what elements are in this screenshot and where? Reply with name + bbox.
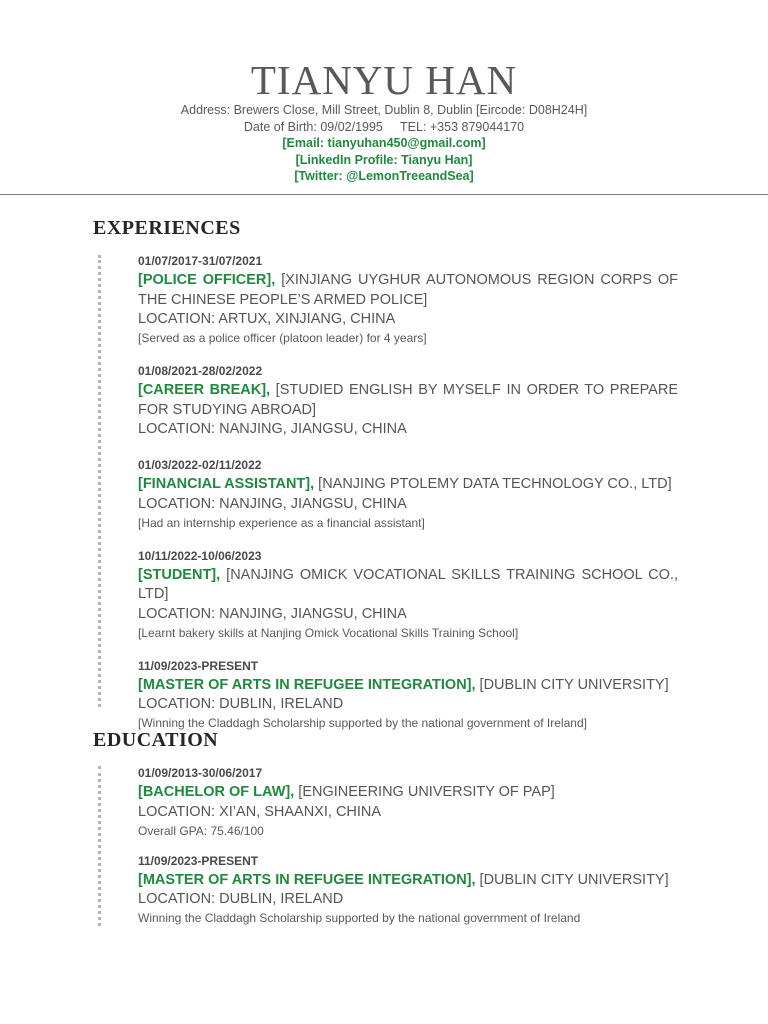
education-timeline-line xyxy=(98,766,101,926)
entry-date: 11/09/2023-PRESENT xyxy=(138,853,259,868)
experience-entry xyxy=(138,548,678,642)
entry-role: [MASTER OF ARTS IN REFUGEE INTEGRATION], xyxy=(138,676,476,693)
entry-date: 10/11/2022-10/06/2023 xyxy=(138,548,262,563)
entry-role: [STUDENT], xyxy=(138,566,221,583)
entry-organization: [DUBLIN CITY UNIVERSITY] xyxy=(475,676,669,693)
experience-entry xyxy=(138,253,678,347)
experience-entry xyxy=(138,658,678,733)
entry-date: 01/07/2017-31/07/2021 xyxy=(138,254,263,268)
education-entry xyxy=(138,853,678,928)
linkedin-link[interactable]: [LinkedIn Profile: Tianyu Han] xyxy=(295,152,473,167)
entry-degree: [BACHELOR OF LAW], xyxy=(138,784,295,800)
entry-organization: [STUDIED ENGLISH BY MYSELF IN ORDER TO PREPARE FOR STUDYING ABROAD] xyxy=(138,382,678,418)
experience-entry xyxy=(138,363,678,439)
education-heading: EDUCATION xyxy=(93,729,219,751)
education-list xyxy=(138,765,678,943)
entry-note: [Had an internship experience as a financial assistant] xyxy=(138,515,425,530)
entry-role-line xyxy=(138,381,678,420)
entry-note: [Winning the Claddagh Scholarship supported by the national government of Ireland] xyxy=(138,716,587,730)
email-link[interactable]: [Email: tianyuhan450@gmail.com] xyxy=(282,136,486,150)
entry-date: 01/03/2022-02/11/2022 xyxy=(138,458,262,472)
entry-location: LOCATION: NANJING, JIANGSU, CHINA xyxy=(138,421,407,437)
entry-note: [Learnt bakery skills at Nanjing Omick Vocational Skills Training School] xyxy=(138,625,519,640)
entry-date: 01/09/2013-30/06/2017 xyxy=(138,766,263,780)
entry-date: 11/09/2023-PRESENT xyxy=(138,658,259,673)
entry-role-line xyxy=(138,475,678,495)
entry-role: [FINANCIAL ASSISTANT], xyxy=(138,476,315,492)
entry-role-line xyxy=(138,871,678,891)
entry-organization: [NANJING OMICK VOCATIONAL SKILLS TRAINING SCHOOL CO., LTD] xyxy=(138,566,678,602)
resume-header xyxy=(0,0,768,185)
entry-gpa: Overall GPA: 75.46/100 xyxy=(138,823,264,838)
entry-location: LOCATION: NANJING, JIANGSU, CHINA xyxy=(138,495,407,512)
entry-location: LOCATION: ARTUX, XINJIANG, CHINA xyxy=(138,311,396,327)
entry-location: LOCATION: DUBLIN, IRELAND xyxy=(138,891,344,907)
entry-institution: [ENGINEERING UNIVERSITY OF PAP] xyxy=(294,784,555,800)
entry-location: LOCATION: XI’AN, SHAANXI, CHINA xyxy=(138,803,382,820)
entry-role-line xyxy=(138,271,678,310)
dob-tel-line: Date of Birth: 09/02/1995 TEL: +353 879044170 xyxy=(243,119,525,134)
entry-role: [POLICE OFFICER], xyxy=(138,272,276,288)
experiences-list xyxy=(138,253,678,748)
entry-organization: [NANJING PTOLEMY DATA TECHNOLOGY CO., LTD] xyxy=(314,476,672,492)
entry-date: 01/08/2021-28/02/2022 xyxy=(138,364,263,378)
entry-role: [CAREER BREAK], xyxy=(138,382,271,398)
experiences-timeline-line xyxy=(98,255,101,707)
twitter-link[interactable]: [Twitter: @LemonTreeandSea] xyxy=(294,169,474,183)
entry-role-line xyxy=(138,676,678,696)
entry-note: Winning the Claddagh Scholarship supported by the national government of Ireland xyxy=(138,911,581,925)
experiences-heading: EXPERIENCES xyxy=(93,217,241,239)
experience-entry xyxy=(138,457,678,532)
entry-location: LOCATION: NANJING, JIANGSU, CHINA xyxy=(138,605,407,622)
entry-role-line xyxy=(138,783,678,803)
entry-degree: [MASTER OF ARTS IN REFUGEE INTEGRATION], xyxy=(138,871,476,888)
address-line: Address: Brewers Close, Mill Street, Dublin 8, Dublin [Eircode: D08H24H] xyxy=(180,103,588,117)
entry-organization: [XINJIANG UYGHUR AUTONOMOUS REGION CORPS OF THE CHINESE PEOPLE’S ARMED POLICE] xyxy=(138,272,678,308)
candidate-name: TIANYU HAN xyxy=(250,57,518,103)
entry-role-line xyxy=(138,566,678,605)
entry-institution: [DUBLIN CITY UNIVERSITY] xyxy=(475,871,669,888)
entry-location: LOCATION: DUBLIN, IRELAND xyxy=(138,696,344,712)
header-divider xyxy=(0,194,768,195)
education-entry xyxy=(138,765,678,840)
entry-note: [Served as a police officer (platoon leader) for 4 years] xyxy=(138,331,427,345)
